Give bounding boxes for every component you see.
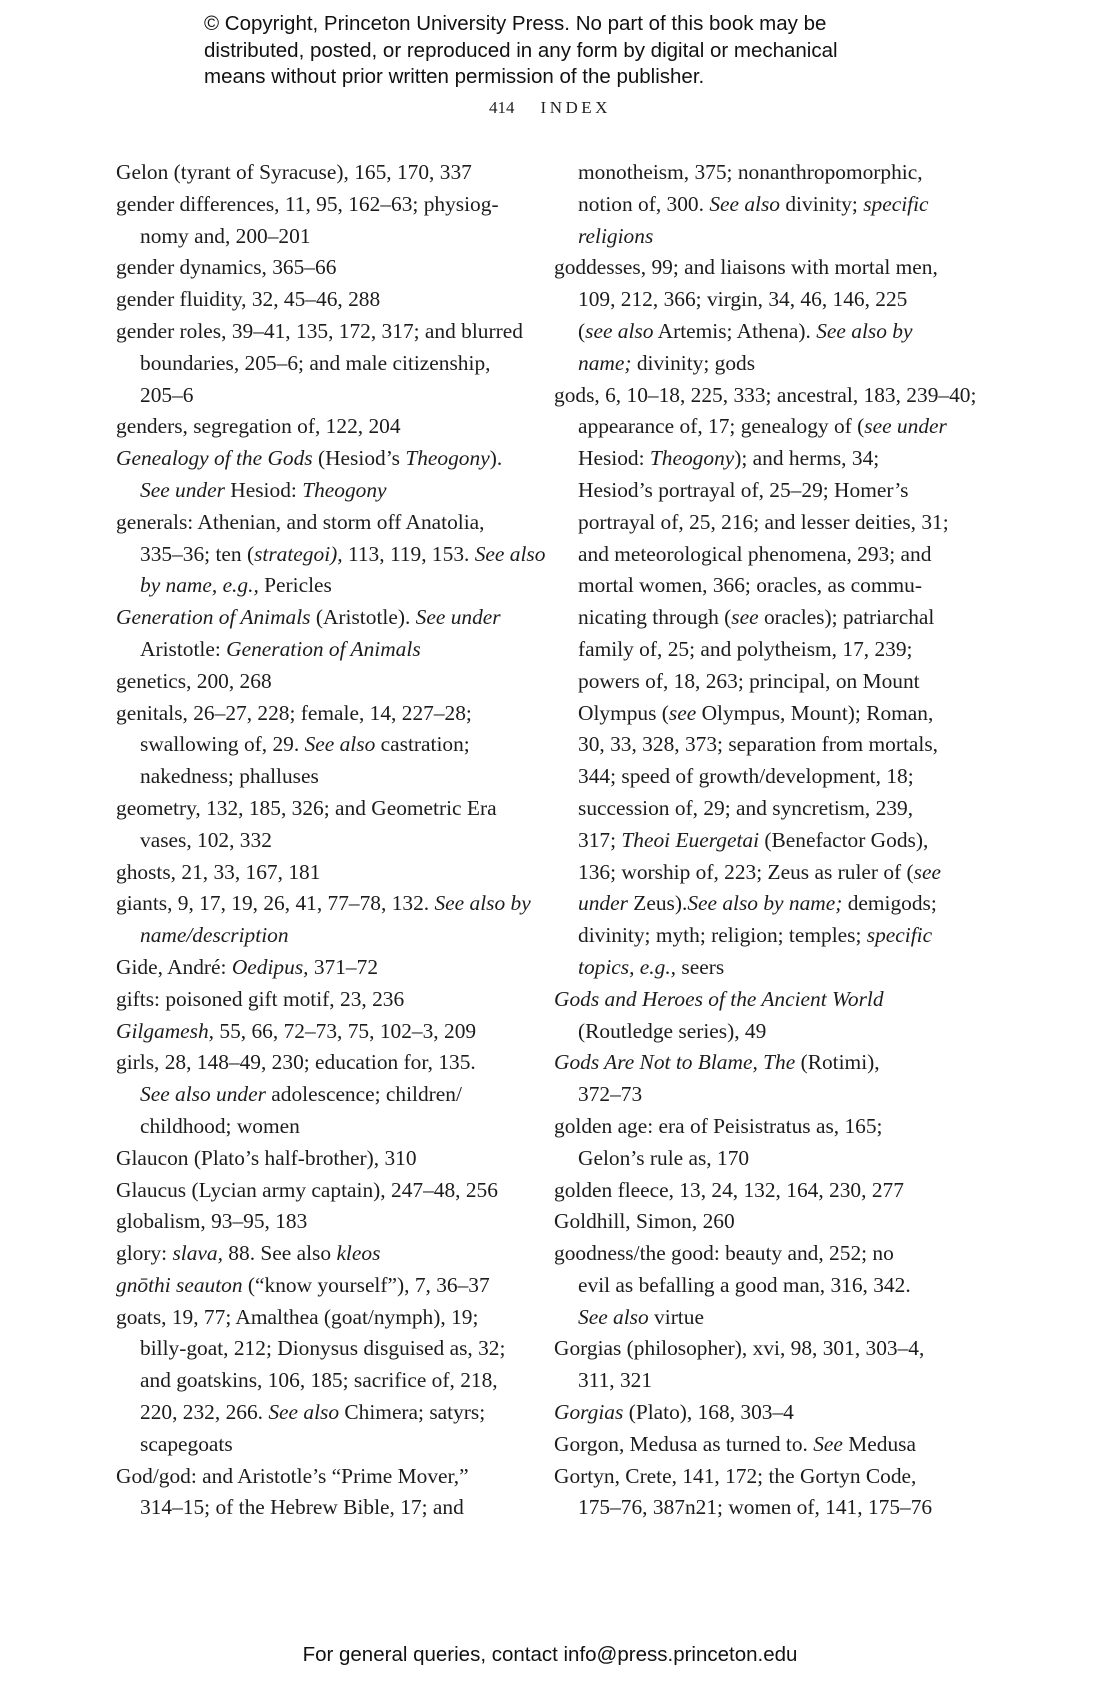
index-entry [116, 252, 518, 284]
entry-continuation-line [554, 634, 956, 666]
entry-continuation-line [116, 221, 518, 253]
entry-heading-line [554, 1047, 956, 1079]
entry-continuation-line [554, 1016, 956, 1048]
entry-text: portrayal of, 25, 216; and lesser deities, 31; [578, 509, 949, 534]
entry-continuation-line [554, 1270, 956, 1302]
entry-heading-line [116, 602, 518, 634]
index-entry [116, 857, 518, 889]
entry-continuation-line [554, 920, 956, 952]
copyright-line: means without prior written permission of the publisher. [204, 65, 705, 88]
entry-text: mortal women, 366; oracles, as commu- [578, 573, 922, 598]
entry-heading-line [116, 857, 518, 889]
italic-text: See also under [140, 1082, 266, 1107]
entry-text: (Benefactor Gods), [759, 827, 929, 852]
entry-text: genitals, 26–27, 228; female, 14, 227–28; [116, 700, 472, 725]
entry-continuation-line [554, 602, 956, 634]
index-entry [554, 1333, 956, 1397]
entry-text: globalism, 93–95, 183 [116, 1209, 308, 1234]
entry-continuation-line [116, 1079, 518, 1111]
entry-continuation-line [116, 1397, 518, 1429]
entry-continuation-line [554, 666, 956, 698]
entry-continuation-line [554, 825, 956, 857]
italic-text: under [578, 891, 628, 916]
entry-heading-line [116, 1016, 518, 1048]
entry-heading-line [554, 1461, 956, 1493]
entry-text: (Aristotle). [310, 605, 416, 630]
entry-text: gender fluidity, 32, 45–46, 288 [116, 287, 381, 312]
entry-text: 335–36; ten ( [140, 541, 255, 566]
italic-text: specific [866, 923, 933, 948]
entry-continuation-line [116, 1492, 518, 1524]
entry-text: divinity; gods [631, 350, 756, 375]
entry-text: golden age: era of Peisistratus as, 165; [554, 1113, 883, 1138]
entry-continuation-line [116, 475, 518, 507]
entry-text: goats, 19, 77; Amalthea (goat/nymph), 19; [116, 1304, 479, 1329]
entry-text: gender differences, 11, 95, 162–63; physiog- [116, 191, 499, 216]
italic-text: See under [140, 477, 225, 502]
italic-text: See also by [816, 318, 913, 343]
entry-text: 175–76, 387n21; women of, 141, 175–76 [578, 1495, 933, 1520]
entry-text: notion of, 300. [578, 191, 710, 216]
index-entry [116, 666, 518, 698]
entry-continuation-line [554, 761, 956, 793]
index-entry [116, 888, 531, 952]
entry-text: swallowing of, 29. [140, 732, 305, 757]
index-entry [116, 189, 518, 253]
contact-footer: For general queries, contact info@press.princeton.edu [302, 1643, 798, 1666]
entry-text: Zeus). [627, 891, 688, 916]
entry-text: God/god: and Aristotle’s “Prime Mover,” [116, 1463, 469, 1488]
italic-text: slava, [172, 1241, 223, 1266]
italic-text: religions [578, 223, 654, 248]
entry-text: gods, 6, 10–18, 225, 333; ancestral, 183, 239–40; [554, 382, 977, 407]
entry-continuation-line [554, 888, 956, 920]
entry-text: goddesses, 99; and liaisons with mortal men, [554, 255, 938, 280]
entry-continuation-line [116, 348, 518, 380]
entry-text: ); and herms, 34; [734, 446, 880, 471]
copyright-line: © Copyright, Princeton University Press. No part of this book may be [204, 12, 827, 35]
italic-text: name/description [140, 923, 289, 948]
entry-heading-line [554, 380, 977, 412]
italic-text: see under [864, 414, 947, 439]
entry-text: genetics, 200, 268 [116, 668, 272, 693]
entry-text: 205–6 [140, 382, 194, 407]
entry-text: oracles); patriarchal [758, 605, 935, 630]
entry-continuation-line [116, 1429, 518, 1461]
entry-text: boundaries, 205–6; and male citizenship, [140, 350, 491, 375]
entry-text: golden fleece, 13, 24, 132, 164, 230, 277 [554, 1177, 904, 1202]
entry-text: evil as befalling a good man, 316, 342. [578, 1272, 911, 1297]
entry-continuation-line [554, 1079, 956, 1111]
entry-text: nicating through ( [578, 605, 732, 630]
section-title: INDEX [540, 98, 611, 117]
italic-text: specific [863, 191, 929, 216]
entry-continuation-line [554, 507, 956, 539]
entry-text: nakedness; phalluses [140, 764, 319, 789]
entry-heading-line [116, 507, 518, 539]
italic-text: See under [415, 605, 501, 630]
index-entry [116, 1302, 518, 1461]
entry-heading-line [554, 252, 956, 284]
entry-text: Glaucon (Plato’s half-brother), 310 [116, 1145, 417, 1170]
italic-text: name; [578, 350, 632, 375]
entry-text: and goatskins, 106, 185; sacrifice of, 218, [140, 1368, 498, 1393]
entry-heading-line [554, 1111, 956, 1143]
entry-text: generals: Athenian, and storm off Anatolia, [116, 509, 485, 534]
index-entry [554, 1461, 956, 1525]
entry-text: genders, segregation of, 122, 204 [116, 414, 401, 439]
entry-text: (Rotimi), [795, 1050, 880, 1075]
entry-heading-line [116, 698, 518, 730]
entry-text: demigods; [842, 891, 937, 916]
index-column-left [116, 157, 546, 1524]
index-entry [116, 1143, 518, 1175]
italic-text: kleos [336, 1241, 381, 1266]
entry-text: seers [676, 954, 725, 979]
entry-text: 311, 321 [578, 1368, 653, 1393]
entry-heading-line [554, 1333, 956, 1365]
entry-heading-line [116, 888, 531, 920]
entry-text: ( [578, 318, 586, 343]
entry-text: Artemis; Athena). [653, 318, 817, 343]
italic-text: Generation of Animals [116, 605, 311, 630]
entry-text: (Routledge series), 49 [578, 1018, 767, 1043]
index-entry [554, 157, 956, 252]
entry-text: childhood; women [140, 1113, 300, 1138]
entry-text: Medusa [842, 1431, 916, 1456]
entry-heading-line [116, 1206, 518, 1238]
entry-text: goodness/the good: beauty and, 252; no [554, 1241, 894, 1266]
entry-heading-line [116, 157, 518, 189]
entry-continuation-line [554, 411, 956, 443]
entry-continuation-line [554, 857, 956, 889]
index-entry [116, 411, 518, 443]
entry-text: Hesiod’s portrayal of, 25–29; Homer’s [578, 477, 909, 502]
copyright-line: distributed, posted, or reproduced in any form by digital or mechanical [204, 38, 838, 62]
entry-continuation-line [554, 189, 956, 221]
entry-continuation-line [116, 920, 518, 952]
entry-continuation-line [554, 316, 956, 348]
entry-text: divinity; myth; religion; temples; [578, 923, 867, 948]
italic-text: See also [474, 541, 546, 566]
entry-text: Glaucus (Lycian army captain), 247–48, 256 [116, 1177, 498, 1202]
entry-continuation-line [116, 761, 518, 793]
italic-text: strategoi), [254, 541, 343, 566]
entry-continuation-line [554, 475, 956, 507]
index-entry [554, 1111, 956, 1175]
entry-text: scapegoats [140, 1431, 233, 1456]
italic-text: Theoi Euergetai [621, 827, 760, 852]
entry-continuation-line [554, 221, 956, 253]
entry-text: 113, 119, 153. [342, 541, 475, 566]
italic-text: See also [709, 191, 781, 216]
entry-continuation-line [554, 793, 956, 825]
index-entry [554, 1206, 956, 1238]
entry-text: 136; worship of, 223; Zeus as ruler of ( [578, 859, 914, 884]
italic-text: Theogony [649, 446, 735, 471]
index-entry [116, 443, 518, 507]
italic-text: See also [304, 732, 376, 757]
entry-text: 55, 66, 72–73, 75, 102–3, 209 [214, 1018, 477, 1043]
entry-text: Hesiod: [224, 477, 303, 502]
index-entry [554, 1238, 956, 1333]
index-entry [116, 1175, 518, 1207]
entry-continuation-line [554, 1302, 956, 1334]
entry-text: powers of, 18, 263; principal, on Mount [578, 668, 920, 693]
entry-text: 371–72 [308, 954, 379, 979]
italic-text: Genealogy of the Gods [116, 446, 313, 471]
entry-text: Aristotle: [140, 636, 227, 661]
entry-text: divinity; [780, 191, 864, 216]
running-head [0, 98, 1100, 118]
entry-heading-line [116, 1143, 518, 1175]
index-entry [554, 252, 956, 379]
entry-continuation-line [554, 729, 956, 761]
entry-text: 220, 232, 266. [140, 1400, 269, 1425]
entry-continuation-line [116, 1333, 518, 1365]
italic-text: Gilgamesh, [116, 1018, 215, 1043]
entry-text: 317; [578, 827, 622, 852]
italic-text: See also [268, 1400, 340, 1425]
copyright-notice [204, 11, 964, 91]
index-column-right [554, 157, 977, 1524]
entry-text: giants, 9, 17, 19, 26, 41, 77–78, 132. [116, 891, 435, 916]
entry-text: Goldhill, Simon, 260 [554, 1209, 735, 1234]
index-entry [116, 1016, 518, 1048]
index-entry [116, 284, 518, 316]
italic-text: topics, e.g., [578, 954, 677, 979]
entry-heading-line [116, 1238, 518, 1270]
entry-heading-line [116, 316, 523, 348]
entry-text: Chimera; satyrs; [339, 1400, 486, 1425]
entry-continuation-line [116, 1111, 518, 1143]
index-entry [116, 1461, 518, 1525]
index-entry [554, 984, 956, 1048]
entry-heading-line [116, 252, 518, 284]
entry-text: 372–73 [578, 1082, 643, 1107]
entry-heading-line [116, 1175, 518, 1207]
entry-continuation-line [554, 1143, 956, 1175]
entry-text: girls, 28, 148–49, 230; education for, 135. [116, 1050, 476, 1075]
entry-text: (Plato), 168, 303–4 [623, 1400, 794, 1425]
entry-continuation-line [116, 380, 518, 412]
index-entry [116, 1206, 518, 1238]
entry-heading-line [554, 1238, 956, 1270]
italic-text: see also [585, 318, 654, 343]
entry-text: Olympus, Mount); Roman, [696, 700, 934, 725]
entry-continuation-line [554, 157, 956, 189]
entry-text: (“know yourself”), 7, 36–37 [242, 1272, 490, 1297]
italic-text: see [731, 605, 759, 630]
entry-heading-line [116, 1302, 518, 1334]
entry-text: 314–15; of the Hebrew Bible, 17; and [140, 1495, 464, 1520]
entry-heading-line [116, 411, 518, 443]
index-entry [116, 984, 518, 1016]
index-entry [554, 1429, 956, 1461]
index-entry [116, 698, 518, 793]
index-entry [116, 1270, 518, 1302]
entry-continuation-line [116, 1365, 518, 1397]
entry-text: billy-goat, 212; Dionysus disguised as, 32; [140, 1336, 506, 1361]
index-entry [554, 1175, 956, 1207]
entry-text: ghosts, 21, 33, 167, 181 [116, 859, 321, 884]
entry-heading-line [116, 984, 518, 1016]
entry-heading-line [554, 1429, 956, 1461]
entry-heading-line [554, 984, 956, 1016]
entry-text: geometry, 132, 185, 326; and Geometric Era [116, 795, 497, 820]
italic-text: Theogony [302, 477, 387, 502]
entry-heading-line [116, 666, 518, 698]
italic-text: gnōthi seauton [116, 1272, 243, 1297]
index-entry [554, 1397, 956, 1429]
entry-heading-line [554, 1206, 956, 1238]
entry-continuation-line [116, 570, 518, 602]
entry-continuation-line [116, 729, 518, 761]
entry-heading-line [116, 189, 518, 221]
entry-text: appearance of, 17; genealogy of ( [578, 414, 865, 439]
entry-text: 344; speed of growth/development, 18; [578, 764, 914, 789]
entry-text: castration; [375, 732, 470, 757]
entry-text: Gorgon, Medusa as turned to. [554, 1431, 814, 1456]
entry-heading-line [116, 284, 518, 316]
italic-text: by name, e.g., [140, 573, 259, 598]
index-entry [116, 602, 518, 666]
entry-text: virtue [648, 1304, 704, 1329]
index-entry [116, 1238, 518, 1270]
italic-text: Gorgias [554, 1400, 624, 1425]
entry-text: 88. See also [222, 1241, 337, 1266]
italic-text: Gods and Heroes of the Ancient World [554, 986, 884, 1011]
entry-text: gifts: poisoned gift motif, 23, 236 [116, 986, 405, 1011]
entry-text: Gorgias (philosopher), xvi, 98, 301, 303–4, [554, 1336, 925, 1361]
italic-text: see [668, 700, 697, 725]
entry-text: Hesiod: [578, 446, 650, 471]
index-entry [554, 380, 977, 984]
index-entry [116, 952, 518, 984]
italic-text: Gods Are Not to Blame, The [554, 1050, 796, 1075]
entry-heading-line [116, 443, 518, 475]
entry-text: ). [489, 446, 503, 471]
entry-text: 30, 33, 328, 373; separation from mortals, [578, 732, 939, 757]
entry-continuation-line [554, 698, 956, 730]
entry-heading-line [116, 952, 518, 984]
entry-continuation-line [116, 539, 546, 571]
italic-text: Theogony [405, 446, 490, 471]
italic-text: See [813, 1431, 843, 1456]
index-entry [554, 1047, 956, 1111]
entry-text: Gortyn, Crete, 141, 172; the Gortyn Code, [554, 1463, 917, 1488]
entry-text: (Hesiod’s [312, 446, 406, 471]
entry-continuation-line [554, 952, 956, 984]
entry-heading-line [116, 1047, 518, 1079]
entry-text: Pericles [258, 573, 332, 598]
italic-text: Oedipus, [231, 954, 309, 979]
entry-text: adolescence; children/ [265, 1082, 462, 1107]
entry-continuation-line [554, 1492, 956, 1524]
entry-continuation-line [116, 825, 518, 857]
page-number: 414 [489, 98, 515, 117]
entry-continuation-line [554, 539, 956, 571]
italic-text: See also [578, 1304, 649, 1329]
entry-text: nomy and, 200–201 [140, 223, 311, 248]
italic-text: see [913, 859, 941, 884]
entry-text: Gelon’s rule as, 170 [578, 1145, 750, 1170]
index-entry [116, 316, 523, 411]
index-entry [116, 793, 518, 857]
entry-text: glory: [116, 1241, 173, 1266]
entry-text: monotheism, 375; nonanthropomorphic, [578, 160, 923, 184]
entry-continuation-line [554, 443, 956, 475]
entry-heading-line [554, 1397, 956, 1429]
entry-text: Olympus ( [578, 700, 669, 725]
italic-text: Generation of Animals [226, 636, 421, 661]
entry-continuation-line [116, 634, 518, 666]
entry-text: 109, 212, 366; virgin, 34, 46, 146, 225 [578, 287, 908, 312]
entry-heading-line [116, 1461, 518, 1493]
entry-text: gender roles, 39–41, 135, 172, 317; and blurred [116, 318, 523, 343]
entry-heading-line [116, 1270, 518, 1302]
entry-text: gender dynamics, 365–66 [116, 255, 337, 280]
entry-text: succession of, 29; and syncretism, 239, [578, 795, 914, 820]
index-entry [116, 1047, 518, 1142]
entry-text: family of, 25; and polytheism, 17, 239; [578, 636, 913, 661]
entry-text: Gide, André: [116, 954, 232, 979]
italic-text: See also by name; [687, 891, 843, 916]
index-entry [116, 507, 546, 602]
entry-continuation-line [554, 1365, 956, 1397]
entry-continuation-line [554, 284, 956, 316]
entry-text: and meteorological phenomena, 293; and [578, 541, 932, 566]
entry-continuation-line [554, 348, 956, 380]
index-entry [116, 157, 518, 189]
italic-text: See also by [434, 891, 531, 916]
entry-heading-line [116, 793, 518, 825]
entry-continuation-line [554, 570, 956, 602]
entry-text: vases, 102, 332 [140, 827, 272, 852]
entry-heading-line [554, 1175, 956, 1207]
entry-text: Gelon (tyrant of Syracuse), 165, 170, 337 [116, 160, 472, 184]
